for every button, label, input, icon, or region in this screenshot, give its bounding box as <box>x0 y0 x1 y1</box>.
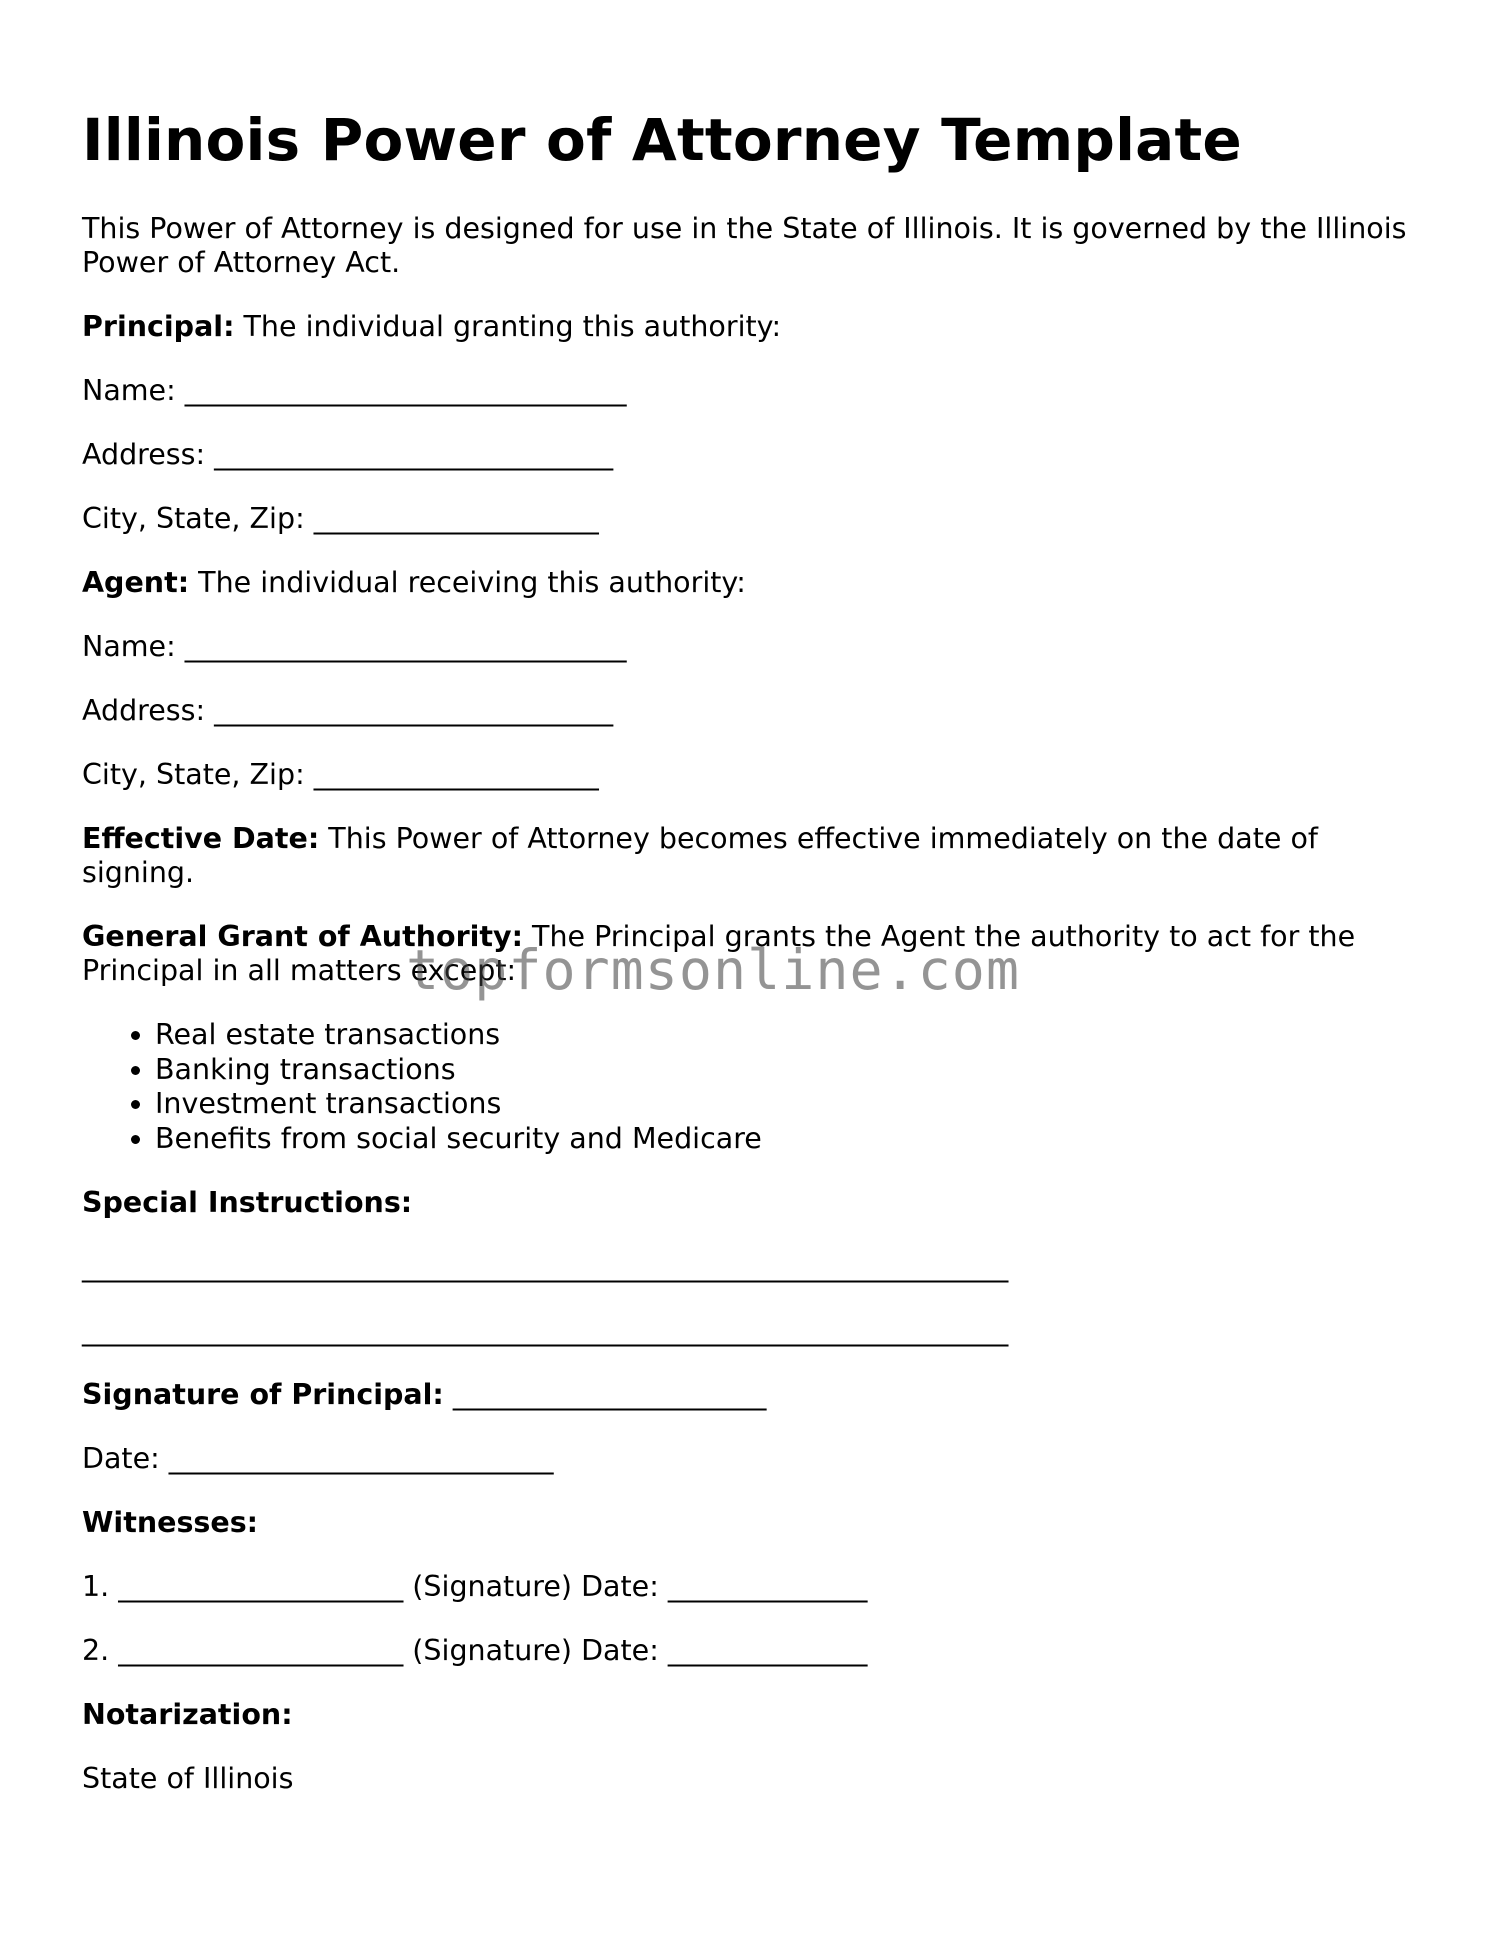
list-item: • Real estate transactions <box>155 1018 1422 1053</box>
general-grant-section <box>82 920 1422 988</box>
agent-heading: Agent: <box>82 566 190 599</box>
effective-date-text: This Power of Attorney becomes effective immediately on the date of signing. <box>82 822 1318 889</box>
agent-description: The individual receiving this authority: <box>189 566 746 599</box>
agent-section <box>82 566 1422 600</box>
general-grant-text: The Principal grants the Agent the authority to act for the Principal in all matters except: <box>82 920 1356 987</box>
watermark-text: topformsonline.com <box>406 938 1021 1002</box>
agent-name-field[interactable]: Name: _______________________________ <box>82 630 627 663</box>
principal-address-field[interactable]: Address: ____________________________ <box>82 438 614 471</box>
special-instructions-label: Special Instructions: <box>82 1186 413 1219</box>
notarization-heading <box>82 1698 1422 1732</box>
document-title: Illinois Power of Attorney Template <box>82 106 1242 174</box>
list-item: • Benefits from social security and Medicare <box>155 1122 1422 1157</box>
agent-address-field[interactable]: Address: ____________________________ <box>82 694 614 727</box>
list-item: • Banking transactions <box>155 1053 1422 1088</box>
special-instructions-heading <box>82 1186 1422 1220</box>
general-grant-heading: General Grant of Authority: <box>82 920 523 953</box>
principal-section <box>82 310 1422 344</box>
notarization-state: State of Illinois <box>82 1762 294 1795</box>
witnesses-label: Witnesses: <box>82 1506 259 1539</box>
witness-2-field[interactable]: 2. ____________________ (Signature) Date: ______________ <box>82 1634 868 1667</box>
signature-heading: Signature of Principal: <box>82 1378 444 1411</box>
signature-date-field[interactable]: Date: ___________________________ <box>82 1442 554 1475</box>
principal-name-field[interactable]: Name: _______________________________ <box>82 374 627 407</box>
effective-date-heading: Effective Date: <box>82 822 320 855</box>
effective-date-section <box>82 822 1422 890</box>
notarization-label: Notarization: <box>82 1698 293 1731</box>
principal-signature-section <box>82 1378 1422 1412</box>
principal-description: The individual granting this authority: <box>234 310 782 343</box>
principal-city-field[interactable]: City, State, Zip: ____________________ <box>82 502 599 535</box>
witness-1-field[interactable]: 1. ____________________ (Signature) Date: ______________ <box>82 1570 868 1603</box>
list-item: • Investment transactions <box>155 1087 1422 1122</box>
principal-heading: Principal: <box>82 310 235 343</box>
signature-field[interactable]: ______________________ <box>443 1378 767 1411</box>
witnesses-heading <box>82 1506 1422 1540</box>
special-instructions-line-2[interactable]: _________________________________________________________________ <box>82 1314 1009 1347</box>
intro-paragraph: This Power of Attorney is designed for use in the State of Illinois. It is governed by the Illinois Power of Attorney Act. <box>82 212 1407 279</box>
agent-city-field[interactable]: City, State, Zip: ____________________ <box>82 758 599 791</box>
document-page <box>82 100 1422 1826</box>
special-instructions-line-1[interactable]: _________________________________________________________________ <box>82 1250 1009 1283</box>
exceptions-list <box>82 1018 1422 1156</box>
